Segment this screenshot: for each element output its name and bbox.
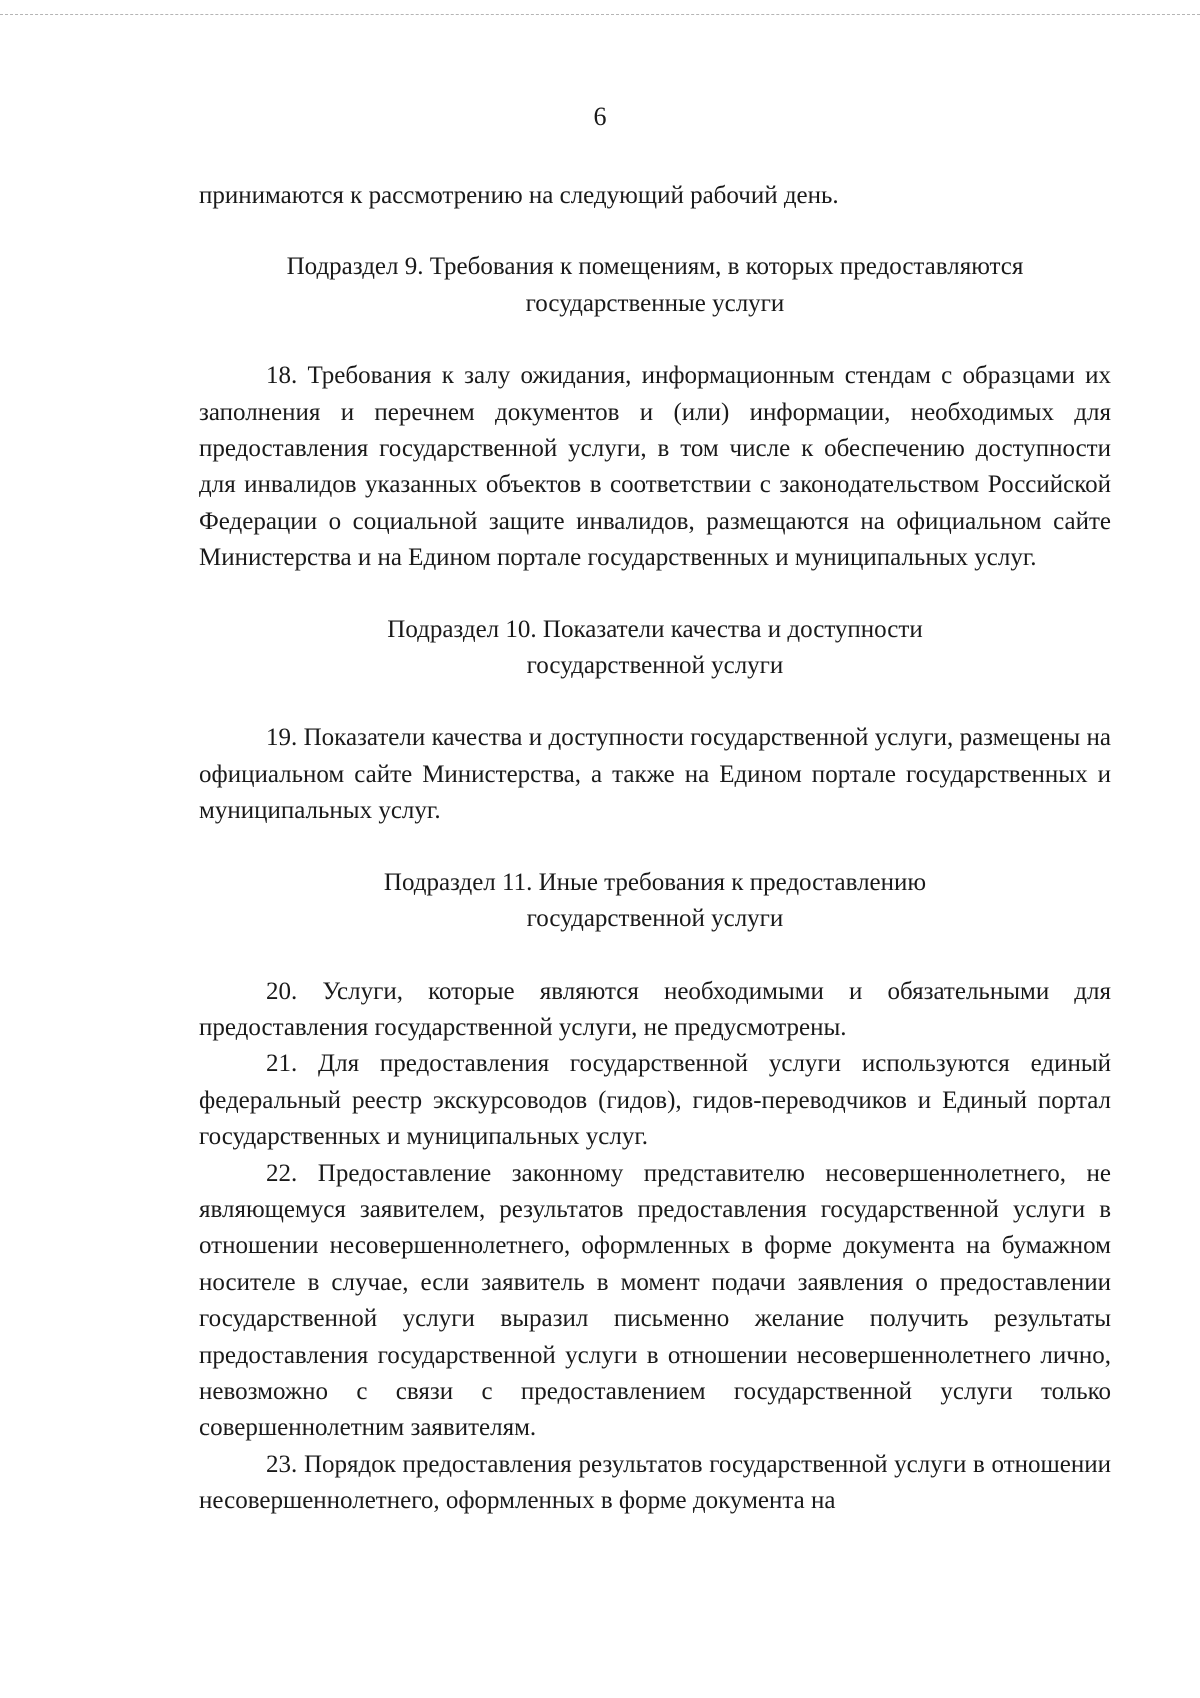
subsection-10-heading-line1: Подраздел 10. Показатели качества и доступности — [387, 615, 923, 643]
subsection-9-heading — [199, 249, 1111, 322]
page-number: 6 — [593, 102, 607, 131]
subsection-9-heading-line2: государственные услуги — [525, 289, 785, 317]
scan-top-edge — [0, 14, 1200, 15]
subsection-10-heading-line2: государственной услуги — [526, 652, 784, 680]
subsection-10-heading — [199, 612, 1111, 685]
item-18-paragraph: 18. Требования к залу ожидания, информационным стендам с образцами их заполнения и перечнем документов и (или) информации, необходимых для предоставления государственной услуги, в том числе к обеспечению доступности для инвалидов указанных объектов в соответствии с законодательством Российской Федерации о социальной защите инвалидов, размещаются на официальном сайте Министерства и на Едином портале государственных и муниципальных услуг. — [199, 362, 1111, 572]
item-20-paragraph: 20. Услуги, которые являются необходимыми и обязательными для предоставления государственной услуги, не предусмотрены. — [199, 977, 1111, 1041]
item-22-paragraph: 22. Предоставление законному представителю несовершеннолетнего, не являющемуся заявителем, результатов предоставления государственной услуги в отношении несовершеннолетнего, оформленных в форме документа на бумажном носителе в случае, если заявитель в момент подачи заявления о предоставлении государственной услуги выразил письменно желание получить результаты предоставления государственной услуги в отношении несовершеннолетнего лично, невозможно с связи с предоставлением государственной услуги только совершеннолетним заявителям. — [199, 1159, 1111, 1442]
subsection-11-heading-line1: Подраздел 11. Иные требования к предоставлению — [383, 868, 927, 896]
subsection-11-heading-line2: государственной услуги — [526, 905, 784, 933]
subsection-11-heading — [199, 865, 1111, 938]
continuation-paragraph: принимаются к рассмотрению на следующий рабочий день. — [199, 182, 839, 209]
item-21-paragraph: 21. Для предоставления государственной услуги используются единый федеральный реестр экскурсоводов (гидов), гидов-переводчиков и Единый портал государственных и муниципальных услуг. — [199, 1050, 1111, 1151]
item-19-paragraph: 19. Показатели качества и доступности государственной услуги, размещены на официальном сайте Министерства, а также на Едином портале государственных и муниципальных услуг. — [199, 724, 1111, 825]
subsection-9-heading-line1: Подраздел 9. Требования к помещениям, в которых предоставляются — [286, 253, 1024, 281]
document-body — [199, 178, 1111, 1520]
item-23-paragraph: 23. Порядок предоставления результатов государственной услуги в отношении несовершеннолетнего, оформленных в форме документа на — [199, 1450, 1111, 1515]
